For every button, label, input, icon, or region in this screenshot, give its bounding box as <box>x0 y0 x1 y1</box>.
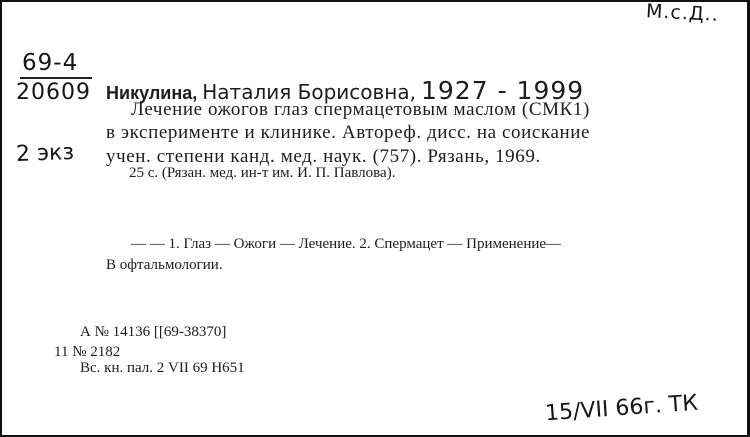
subject-headings-continued: В офтальмологии. <box>106 257 223 273</box>
title-line: учен. степени канд. мед. наук. (757). Рязань, 1969. <box>106 146 541 167</box>
title-line: в эксперименте и клинике. Автореф. дисс. на соискание <box>106 122 591 143</box>
subject-headings: — — 1. Глаз — Ожоги — Лечение. 2. Спермацет — Применение— <box>131 236 562 252</box>
author-years-handwritten: 1927 - 1999 <box>421 76 585 105</box>
handwritten-note-bottom-right: 15/VII 66г. ТК <box>544 390 699 427</box>
handwritten-shelf-code: 69-4 <box>22 50 79 76</box>
book-chamber-record: Вс. кн. пал. 2 VII 69 Н651 <box>80 360 245 376</box>
accession-number: А № 14136 [[69-38370] <box>80 324 227 340</box>
handwritten-note-top-right: М.с.Д.. <box>645 0 720 26</box>
accession-copy-number: 11 № 2182 <box>54 344 121 360</box>
handwritten-copies-note: 2 экз <box>15 139 75 168</box>
author-surname: Никулина, <box>106 83 198 103</box>
shelf-code-divider <box>20 77 92 79</box>
author-name-handwritten: Наталия Борисовна, <box>202 80 416 104</box>
publication-details: 25 с. (Рязан. мед. ин-т им. И. П. Павлова). <box>129 165 396 181</box>
title-line: Лечение ожогов глаз спермацетовым маслом (СМК1) <box>131 99 590 120</box>
handwritten-inventory-number: 20609 <box>16 80 91 105</box>
